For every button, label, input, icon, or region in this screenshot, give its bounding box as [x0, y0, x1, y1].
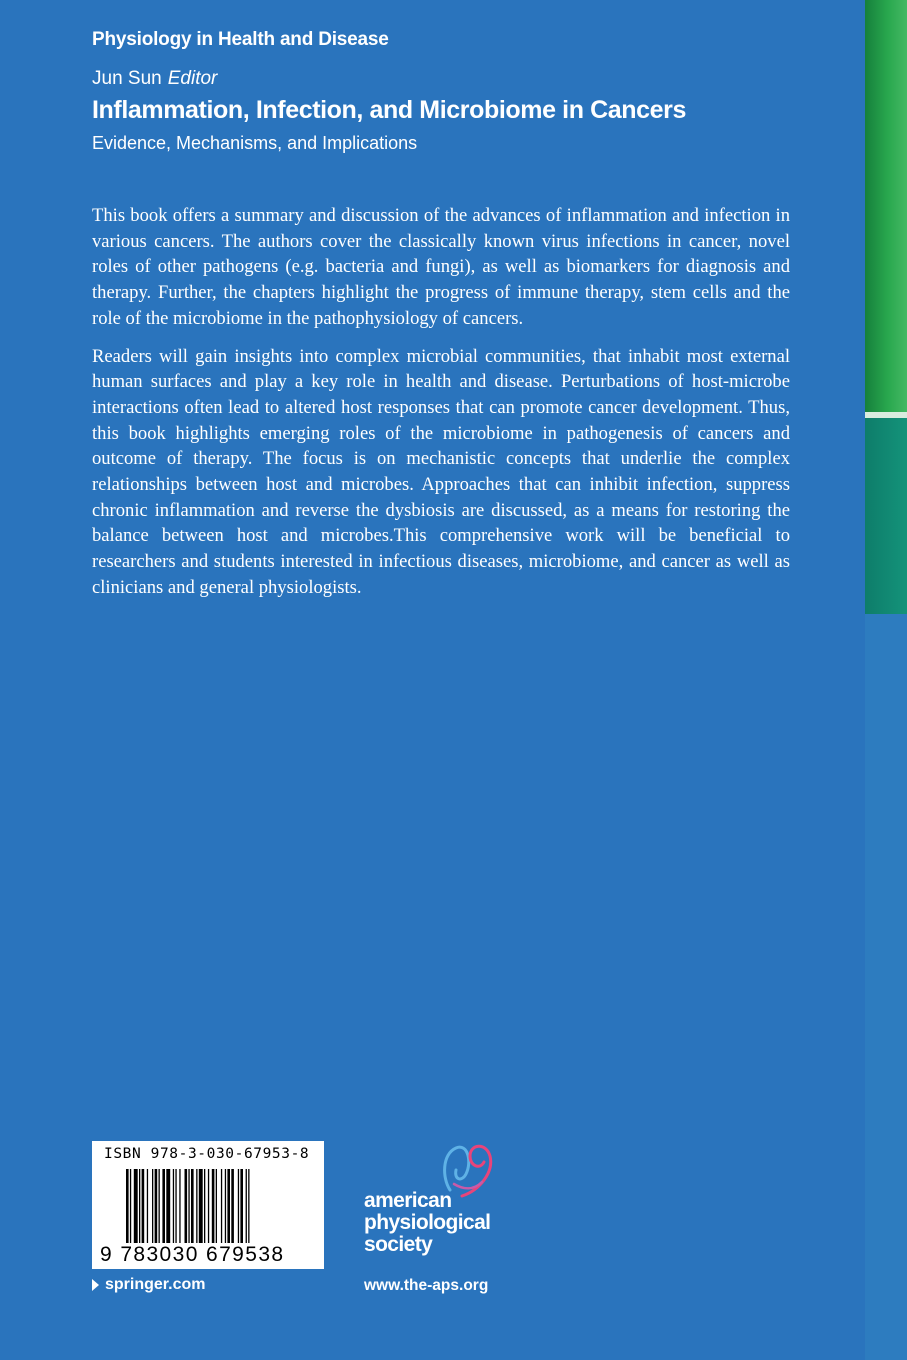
spine-blue-band [865, 614, 907, 1360]
barcode-bar [173, 1169, 174, 1243]
series-name: Physiology in Health and Disease [92, 29, 389, 50]
barcode-bar [199, 1169, 203, 1243]
barcode-bar [162, 1169, 165, 1243]
barcode-bar [246, 1169, 247, 1243]
barcode-bar [185, 1169, 188, 1243]
book-description [92, 203, 790, 613]
book-title: Inflammation, Infection, and Microbiome in Cancers [92, 96, 686, 124]
barcode-bar [212, 1169, 215, 1243]
springer-link[interactable] [92, 1276, 205, 1294]
barcode-bar [204, 1169, 205, 1243]
barcode-bar [216, 1169, 217, 1243]
barcode-bar [179, 1169, 180, 1243]
barcode-bar [130, 1169, 131, 1243]
aps-name-line: society [364, 1233, 433, 1256]
barcode-bar [159, 1169, 160, 1243]
barcode-bar [225, 1169, 226, 1243]
aps-url-link[interactable]: www.the-aps.org [364, 1277, 489, 1294]
editor-line [92, 68, 217, 90]
barcode-bar [152, 1169, 153, 1243]
book-subtitle: Evidence, Mechanisms, and Implications [92, 133, 418, 153]
barcode-bar [208, 1169, 209, 1243]
barcode-bar [221, 1169, 222, 1243]
barcode-bar [240, 1169, 243, 1243]
barcode-bar [175, 1169, 176, 1243]
spine-teal-band [865, 418, 907, 614]
spine-color-band [865, 0, 907, 1360]
springer-url: springer.com [105, 1276, 206, 1293]
aps-name-line: american [364, 1189, 452, 1212]
barcode-bar [191, 1169, 194, 1243]
barcode-bar [227, 1169, 230, 1243]
barcode-bar [147, 1169, 148, 1243]
barcode-bar [134, 1169, 138, 1243]
barcode-bar [126, 1169, 129, 1243]
barcode-bar [142, 1169, 145, 1243]
editor-name: Jun Sun [92, 68, 162, 89]
description-paragraph: This book offers a summary and discussion of the advances of inflammation and infection in various cancers. The authors cover the classically known virus infections in cancer, novel roles of other pathogens (e.g. bacteria and fungi), as well as biomarkers for diagnosis and therapy. Further, the chapters highlight the progress of immune therapy, stem cells and the role of the microbiome in the pathophysiology of cancers. [92, 205, 790, 329]
triangle-right-icon [92, 1279, 99, 1291]
barcode-bar [196, 1169, 197, 1243]
isbn-label: ISBN 978-3-030-67953-8 [104, 1146, 310, 1162]
barcode-bars [126, 1169, 296, 1243]
aps-name-line: physiological [364, 1211, 491, 1234]
barcode-bar [188, 1169, 189, 1243]
editor-role: Editor [167, 68, 218, 89]
isbn-barcode [92, 1141, 324, 1269]
barcode-bar [155, 1169, 158, 1243]
barcode-bar [166, 1169, 170, 1243]
aps-society-name [364, 1190, 490, 1256]
barcode-bar [231, 1169, 234, 1243]
barcode-digits: 9 783030 679538 [100, 1243, 285, 1266]
barcode-bar [139, 1169, 140, 1243]
barcode-bar [248, 1169, 249, 1243]
spine-green-band [865, 0, 907, 412]
barcode-bar [238, 1169, 239, 1243]
description-paragraph: Readers will gain insights into complex microbial communities, that inhabit most external human surfaces and play a key role in health and disease. Perturbations of host-microbe interactions often lead to altered host responses that can promote cancer development. Thus, this book highlights emerging roles of the microbiome in pathogenesis of cancers and outcome of therapy. The focus is on mechanistic concepts that underlie the complex relationships between host and microbes. Approaches that can inhibit infection, suppress chronic inflammation and reverse the dysbiosis are discussed, as a means for restoring the balance between host and microbes.This comprehensive work will be beneficial to researchers and students interested in infectious diseases, microbiome, and cancer as well as clinicians and general physiologists. [92, 345, 790, 598]
